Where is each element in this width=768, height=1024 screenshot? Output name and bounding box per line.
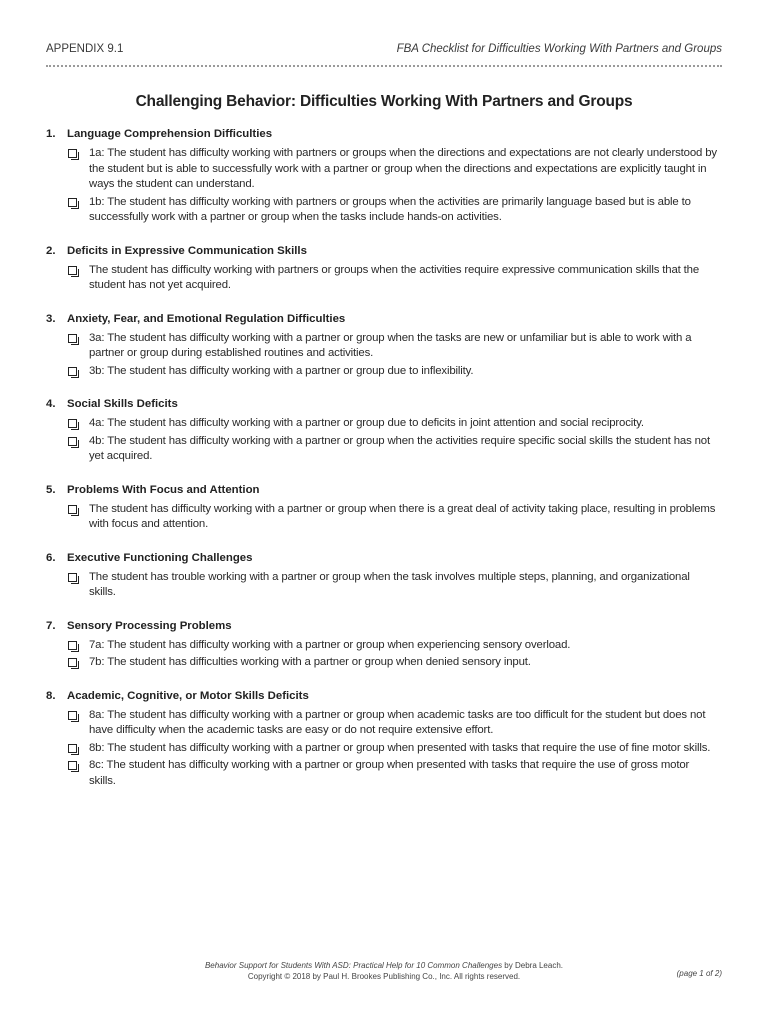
section-heading <box>46 397 718 412</box>
checklist-item-text: 7a: The student has difficulty working with a partner or group when experiencing sensory overload. <box>89 638 571 651</box>
section-number: 1. <box>46 128 56 140</box>
section-heading-text: Deficits in Expressive Communication Skills <box>67 244 307 257</box>
checkbox-icon[interactable] <box>68 744 77 753</box>
checkbox-icon[interactable] <box>68 437 77 446</box>
checklist-title: FBA Checklist for Difficulties Working With Partners and Groups <box>396 43 722 55</box>
checklist-item <box>68 655 718 671</box>
checklist-item-text: The student has difficulty working with a partner or group when there is a great deal of activity taking place, resulting in problems with focus and attention. <box>89 502 716 530</box>
section-number: 7. <box>46 619 56 632</box>
checklist-item <box>68 416 718 432</box>
checklist-item <box>68 195 718 226</box>
checklist-item <box>68 741 718 757</box>
section-heading <box>46 619 718 634</box>
checklist-item-text: 3b: The student has difficulty working with a partner or group due to inflexibility. <box>89 364 474 377</box>
checkbox-icon[interactable] <box>68 198 77 207</box>
page-number-note: (page 1 of 2) <box>676 969 722 978</box>
checkbox-icon[interactable] <box>68 573 77 582</box>
copyright-text: Copyright © 2018 by Paul H. Brookes Publishing Co., Inc. All rights reserved. <box>247 972 521 981</box>
checklist-section <box>46 312 718 380</box>
dotted-divider <box>46 65 722 67</box>
checklist-sections <box>46 127 718 807</box>
appendix-label: APPENDIX 9.1 <box>46 43 124 55</box>
section-heading <box>46 689 718 704</box>
checklist-section <box>46 127 718 226</box>
checkbox-icon[interactable] <box>68 266 77 275</box>
checklist-item <box>68 434 718 465</box>
book-title: Behavior Support for Students With ASD: Practical Help for 10 Common Challenges <box>204 961 503 970</box>
checklist-item-text: 8a: The student has difficulty working with a partner or group when academic tasks are too difficult for the student but does not have difficulty when the academic tasks are easy or do not require extensive effort. <box>89 708 706 736</box>
page-footer <box>0 960 768 982</box>
section-heading-text: Academic, Cognitive, or Motor Skills Deficits <box>67 689 309 702</box>
checklist-item <box>68 331 718 362</box>
checklist-item-text: 3a: The student has difficulty working with a partner or group when the tasks are new or unfamiliar but is able to work with a partner or group during established routines and activities. <box>89 331 692 359</box>
section-heading-text: Social Skills Deficits <box>67 398 178 410</box>
checkbox-icon[interactable] <box>68 505 77 514</box>
checklist-section <box>46 689 718 790</box>
section-number: 6. <box>46 551 56 564</box>
checklist-item-text: The student has difficulty working with partners or groups when the activities require expressive communication skills that the student has not yet acquired. <box>89 263 700 291</box>
section-heading-text: Executive Functioning Challenges <box>67 551 253 564</box>
checklist-item <box>68 263 718 294</box>
checklist-item <box>68 638 718 654</box>
checklist-item-text: 4b: The student has difficulty working with a partner or group when the activities require specific social skills the student has not yet acquired. <box>89 434 711 462</box>
section-heading-text: Sensory Processing Problems <box>67 619 232 632</box>
section-number: 3. <box>46 312 56 325</box>
checkbox-icon[interactable] <box>68 367 77 376</box>
checklist-item <box>68 758 718 789</box>
checklist-item <box>68 364 718 380</box>
section-heading <box>46 244 718 259</box>
checklist-item-text: 4a: The student has difficulty working with a partner or group due to deficits in joint attention and social reciprocity. <box>89 417 644 429</box>
checkbox-icon[interactable] <box>68 641 77 650</box>
section-heading <box>46 551 718 566</box>
checklist-item-text: 1a: The student has difficulty working with partners or groups when the directions and expectations are not clearly understood by the student but is able to successfully work with a partner or group when the directions and expectations are explicitly taught in ways the student can understand. <box>89 147 717 190</box>
checklist-item <box>68 570 718 601</box>
checklist-item-text: 8b: The student has difficulty working with a partner or group when presented with tasks that require the use of fine motor skills. <box>89 741 711 754</box>
checklist-item <box>68 502 718 533</box>
section-number: 8. <box>46 689 56 702</box>
section-number: 4. <box>46 398 56 410</box>
checklist-item-text: 8c: The student has difficulty working with a partner or group when presented with tasks that require the use of gross motor skills. <box>89 759 690 787</box>
checkbox-icon[interactable] <box>68 658 77 667</box>
section-heading-text: Language Comprehension Difficulties <box>67 128 273 140</box>
page-header <box>46 43 722 61</box>
checkbox-icon[interactable] <box>68 334 77 343</box>
checklist-section <box>46 483 718 533</box>
section-number: 2. <box>46 244 56 257</box>
section-heading <box>46 483 718 498</box>
checklist-item-text: The student has trouble working with a partner or group when the task involves multiple steps, planning, and organizational skills. <box>89 570 690 598</box>
checklist-section <box>46 244 718 294</box>
checkbox-icon[interactable] <box>68 419 77 428</box>
book-author: by Debra Leach. <box>502 961 564 970</box>
checklist-section <box>46 619 718 671</box>
section-heading <box>46 312 718 327</box>
section-number: 5. <box>46 483 56 496</box>
checkbox-icon[interactable] <box>68 761 77 770</box>
section-heading-text: Problems With Focus and Attention <box>67 483 260 496</box>
checklist-section <box>46 397 718 465</box>
section-heading <box>46 127 718 142</box>
checklist-item <box>68 146 718 193</box>
checklist-item-text: 1b: The student has difficulty working with partners or groups when the activities are primarily language based but is able to successfully work with a partner or group when the tasks include hands-on activities. <box>89 195 691 223</box>
page-title: Challenging Behavior: Difficulties Working With Partners and Groups <box>135 93 633 110</box>
checklist-item-text: 7b: The student has difficulties working with a partner or group when denied sensory input. <box>89 656 531 668</box>
checkbox-icon[interactable] <box>68 711 77 720</box>
checklist-section <box>46 551 718 601</box>
checkbox-icon[interactable] <box>68 149 77 158</box>
section-heading-text: Anxiety, Fear, and Emotional Regulation Difficulties <box>67 312 346 325</box>
checklist-item <box>68 708 718 739</box>
